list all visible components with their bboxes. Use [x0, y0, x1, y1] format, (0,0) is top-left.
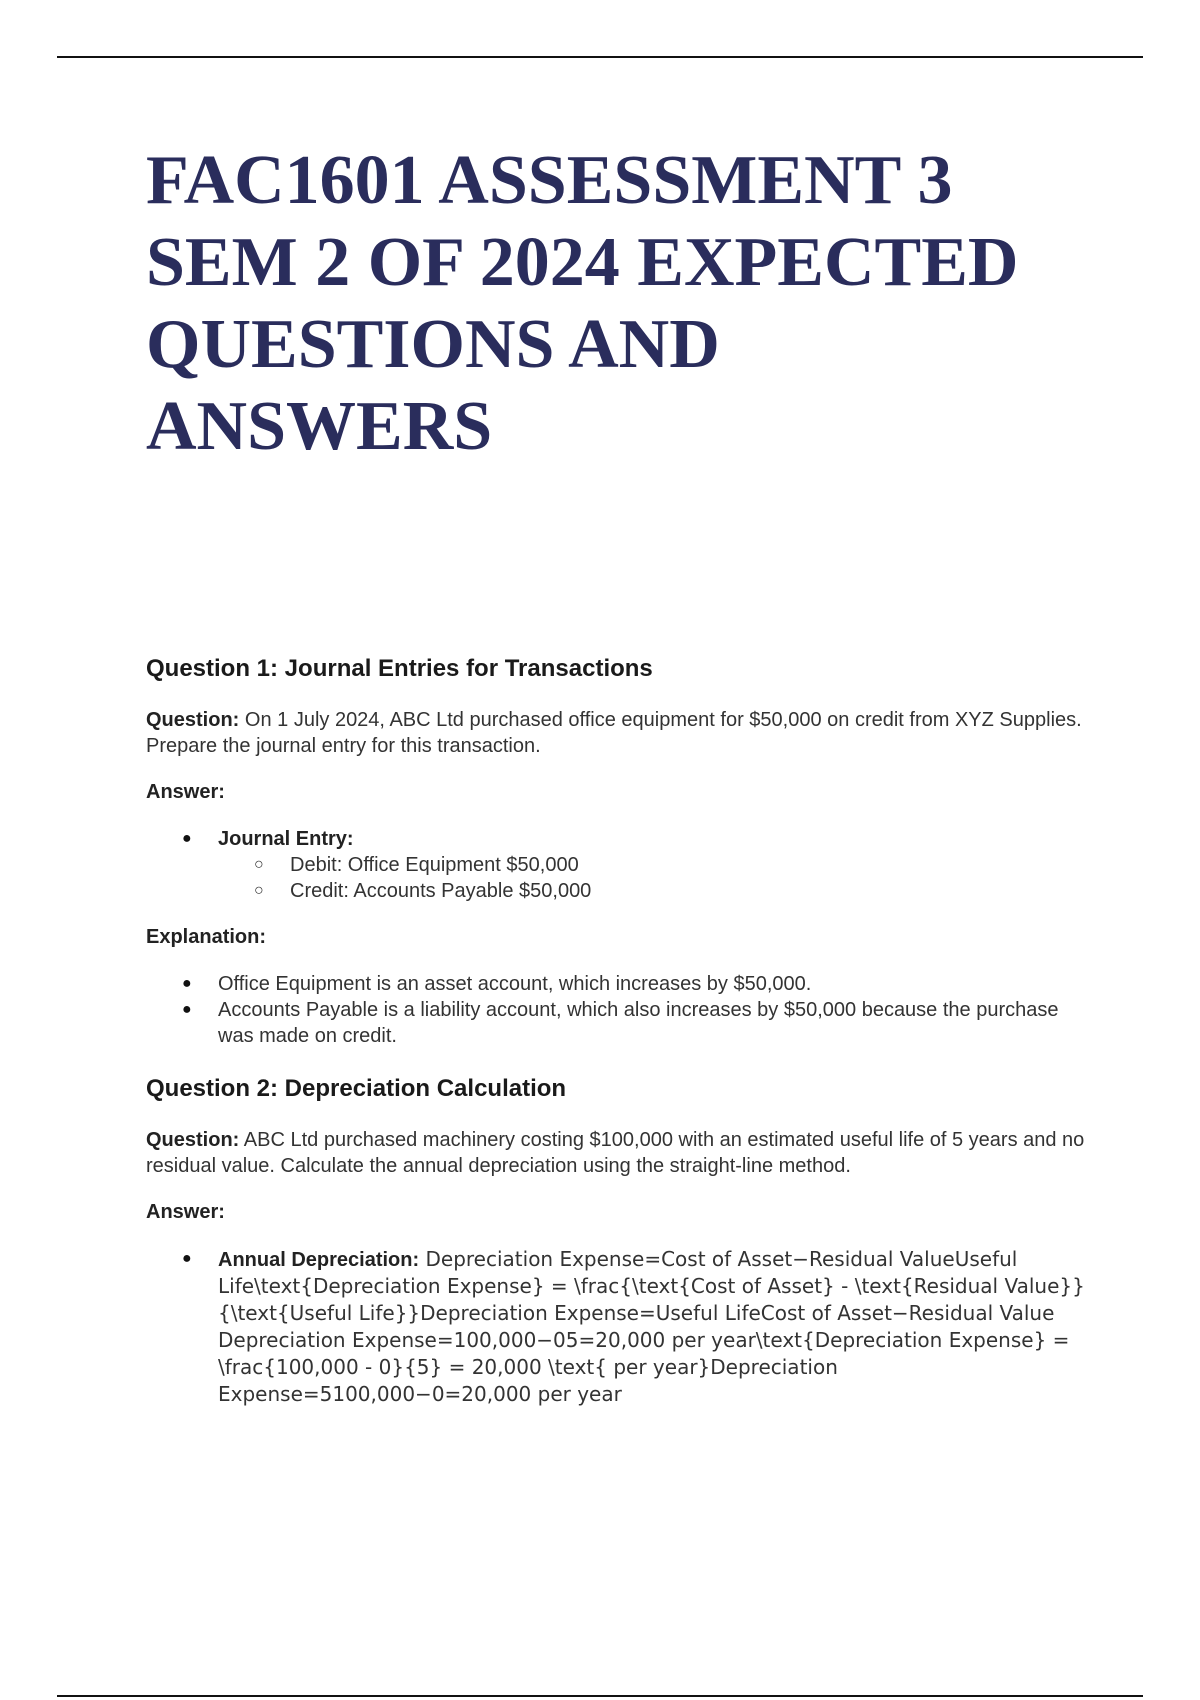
bullet-icon: ●: [182, 1001, 192, 1018]
answer-label: Answer:: [146, 781, 225, 803]
document-title: FAC1601 ASSESSMENT 3 SEM 2 OF 2024 EXPECTED QUESTIONS AND ANSWERS: [146, 142, 1019, 465]
journal-entry-list: [218, 852, 1096, 904]
question-1-heading: Question 1: Journal Entries for Transactions: [146, 655, 653, 682]
question-2-body: ABC Ltd purchased machinery costing $100,000 with an estimated useful life of 5 years and no residual value. Calculate the annual depreciation using the straight-line method.: [146, 1129, 1085, 1177]
journal-entry-label: Journal Entry:: [218, 828, 354, 850]
question-2-section: [146, 1075, 1096, 1408]
question-label: Question:: [146, 709, 240, 731]
explanation-label: Explanation:: [146, 926, 267, 948]
bullet-icon: ●: [182, 975, 192, 992]
list-item: [218, 852, 1096, 878]
question-2-text: [146, 1127, 1096, 1179]
bullet-icon: ●: [182, 1250, 192, 1267]
top-rule: [57, 56, 1143, 58]
document-body: [146, 140, 1096, 1408]
depreciation-formula: Depreciation Expense=Cost of Asset−Residual ValueUseful Life\text{Depreciation Expense} = \frac{\text{Cost of Asset} - \text{Residual Value}}{\text{Useful Life}}Depreciation Expense=Useful LifeCost of Asset−Residual Value Depreciation Expense=100,000−05=20,000 per year\text{Depreciation Expense} = \frac{100,000 - 0}{5} = 20,000 \text{ per year}Depreciation Expense=5100,000−0=20,000 per year: [218, 1247, 1085, 1406]
list-item: [146, 1246, 1096, 1408]
answer-label: Answer:: [146, 1201, 225, 1223]
bottom-rule: [57, 1695, 1143, 1697]
explanation-text: Accounts Payable is a liability account, which also increases by $50,000 because the purchase was made on credit.: [218, 999, 1059, 1047]
credit-entry: Credit: Accounts Payable $50,000: [290, 880, 592, 902]
list-item: [146, 971, 1096, 997]
circle-bullet-icon: ○: [254, 882, 264, 899]
question-1-section: [146, 655, 1096, 1049]
circle-bullet-icon: ○: [254, 856, 264, 873]
explanation-text: Office Equipment is an asset account, which increases by $50,000.: [218, 973, 812, 995]
answer-list: [146, 1246, 1096, 1408]
answer-list: [146, 826, 1096, 904]
question-1-body: On 1 July 2024, ABC Ltd purchased office equipment for $50,000 on credit from XYZ Supplies. Prepare the journal entry for this transaction.: [146, 709, 1082, 757]
explanation-list: [146, 971, 1096, 1049]
list-item: [146, 826, 1096, 904]
bullet-icon: ●: [182, 830, 192, 847]
question-label: Question:: [146, 1129, 240, 1151]
annual-depreciation-label: Annual Depreciation:: [218, 1249, 420, 1271]
list-item: [218, 878, 1096, 904]
question-1-text: [146, 707, 1096, 759]
list-item: [146, 997, 1096, 1049]
question-2-heading: Question 2: Depreciation Calculation: [146, 1075, 567, 1102]
debit-entry: Debit: Office Equipment $50,000: [290, 854, 579, 876]
